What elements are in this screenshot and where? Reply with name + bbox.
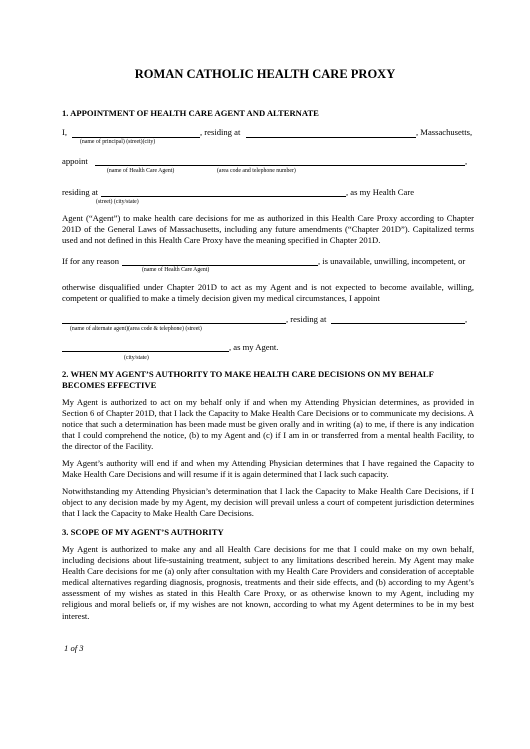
- street-city-sublabel: (street) (city/state): [96, 199, 139, 205]
- alternate-comma: ,: [465, 314, 468, 324]
- section-1-heading: 1. APPOINTMENT OF HEALTH CARE AGENT AND ALTERNATE: [62, 108, 319, 118]
- alternate-sublabel: (name of alternate agent)(area code & telephone) (street): [70, 326, 202, 332]
- residing-label: , residing at: [200, 127, 241, 137]
- section-2-paragraph-3: Notwithstanding my Attending Physician’s determination that I lack the Capacity to Make Health Care Decisions, if I object to any decision made by my Agent, my decision will prevail unless a court of competent jurisdiction determines that I lack the Capacity to Make Health Care Decisions.: [62, 486, 474, 519]
- section-2-heading-line1: 2. WHEN MY AGENT’S AUTHORITY TO MAKE HEALTH CARE DECISIONS ON MY BEHALF: [62, 369, 434, 379]
- as-my-agent-label: , as my Agent.: [229, 342, 279, 352]
- i-label: I,: [62, 127, 68, 137]
- name-agent-sublabel: (name of Health Care Agent): [142, 267, 210, 273]
- section-2-paragraph-2: My Agent’s authority will end if and when my Attending Physician determines that I have regained the Capacity to Make Health Care Decisions and will resume if it is again determined that I lack such capacity.: [62, 458, 474, 480]
- massachusetts-label: , Massachusetts,: [416, 127, 473, 137]
- appoint-comma: ,: [465, 156, 468, 166]
- principal-name-field[interactable]: [72, 137, 200, 138]
- unavailable-label: , is unavailable, unwilling, incompetent, or: [318, 256, 466, 266]
- city-state-sublabel: (city/state): [124, 355, 149, 361]
- document-title: ROMAN CATHOLIC HEALTH CARE PROXY: [134, 67, 396, 81]
- disqualified-paragraph: otherwise disqualified under Chapter 201D to act as my Agent and is not expected to become available, willing, competent or qualified to make a timely decision given my medical circumstances, I appoint: [62, 282, 474, 304]
- agent-address-field[interactable]: [101, 196, 346, 197]
- residing-at-label: residing at: [62, 187, 99, 197]
- principal-address-field[interactable]: [246, 137, 416, 138]
- section-2-paragraph-1: My Agent is authorized to act on my behalf only if and when my Attending Physician determines, as provided in Section 6 of Chapter 201D, that I lack the Capacity to Make Health Care Decisions or to communicate my decisions. A notice that such a determination has been made must be given orally and in writing (a) to me, if there is any indication that I could comprehend the notice, (b) to my Agent and (c) if I am in or transferred from a mental health Facility, to the director of the Facility.: [62, 397, 474, 452]
- residing-at-label-2: , residing at: [286, 314, 327, 324]
- page-number: 1 of 3: [64, 643, 84, 653]
- alternate-city-field[interactable]: [62, 351, 229, 352]
- alternate-agent-field[interactable]: [62, 323, 286, 324]
- agent-name-sublabel: (name of Health Care Agent): [107, 168, 175, 174]
- agent-name-field[interactable]: [95, 165, 465, 166]
- as-my-health-care-label: , as my Health Care: [346, 187, 415, 197]
- principal-sublabel: (name of principal) (street)(city): [80, 139, 156, 145]
- if-for-any-reason-label: If for any reason: [62, 256, 120, 266]
- section-2-heading-line2: BECOMES EFFECTIVE: [62, 380, 157, 390]
- section-3-heading: 3. SCOPE OF MY AGENT’S AUTHORITY: [62, 527, 224, 537]
- agent-name-field-2[interactable]: [122, 265, 318, 266]
- agent-paragraph: Agent (“Agent”) to make health care decisions for me as authorized in this Health Care Proxy according to Chapter 201D of the General Laws of Massachusetts, including any future amendments (“Chapter 201D”). Capitalized terms used and not defined in this Health Care Proxy have the meaning specified in Chapter 201D.: [62, 213, 474, 246]
- section-3-paragraph-1: My Agent is authorized to make any and all Health Care decisions for me that I could make on my own behalf, including decisions about life-sustaining treatment, subject to any limitations described herein. My Agent may make Health Care decisions for me (a) only after consultation with my Health Care Providers and consideration of acceptable medical alternatives regarding diagnosis, prognosis, treatments and their side effects, and (b) according to my Agent’s assessment of my wishes as stated in this Health Care Proxy, or as otherwise known to my Agent, including my religious and moral beliefs or, if my wishes are not known, according to what my Agent determines to be in my best interest.: [62, 544, 474, 621]
- area-code-sublabel: (area code and telephone number): [217, 168, 296, 174]
- alternate-address-field[interactable]: [331, 323, 465, 324]
- appoint-label: appoint: [62, 156, 88, 166]
